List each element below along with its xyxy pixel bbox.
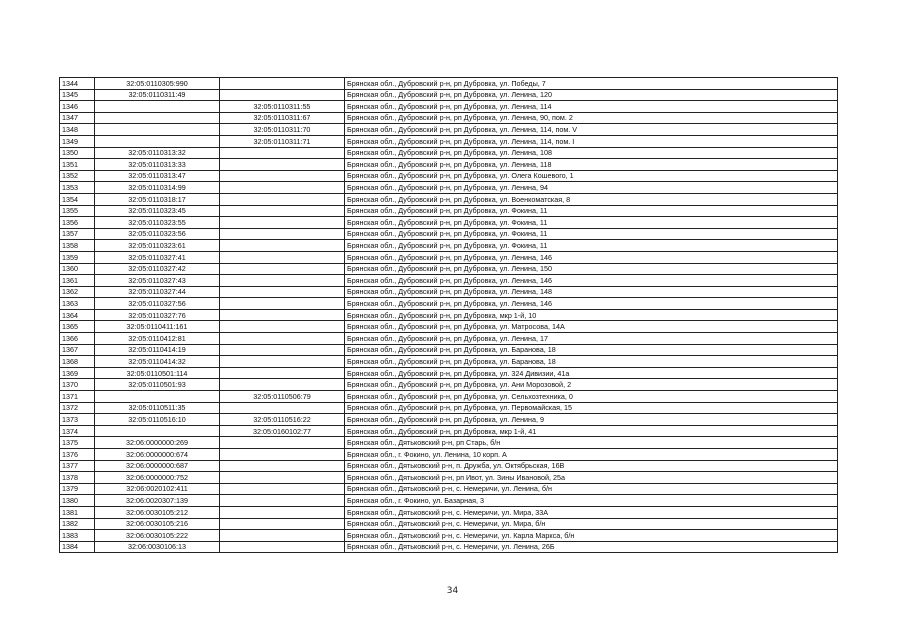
address-cell: Брянская обл., Дятьковский р-н, с. Немеричи, ул. Ленина, 26Б [345, 541, 838, 553]
table-row [60, 89, 838, 101]
table-row [60, 530, 838, 542]
table-row [60, 193, 838, 205]
table-body [60, 78, 838, 553]
cadastral-number-cell: 32:05:0110327:43 [95, 275, 220, 287]
secondary-cadastral-number-cell: 32:05:0110311:71 [220, 135, 345, 147]
row-number-cell: 1361 [60, 275, 95, 287]
cadastral-number-cell [95, 101, 220, 113]
address-cell: Брянская обл., Дубровский р-н, рп Дубровка, ул. Ленина, 9 [345, 414, 838, 426]
address-cell: Брянская обл., Дубровский р-н, рп Дубровка, ул. Матросова, 14А [345, 321, 838, 333]
table-row [60, 495, 838, 507]
row-number-cell: 1377 [60, 460, 95, 472]
secondary-cadastral-number-cell [220, 286, 345, 298]
secondary-cadastral-number-cell [220, 309, 345, 321]
row-number-cell: 1357 [60, 228, 95, 240]
address-cell: Брянская обл., Дубровский р-н, рп Дубровка, ул. Ленина, 108 [345, 147, 838, 159]
secondary-cadastral-number-cell [220, 472, 345, 484]
secondary-cadastral-number-cell [220, 159, 345, 171]
row-number-cell: 1383 [60, 530, 95, 542]
cadastral-number-cell: 32:05:0110516:10 [95, 414, 220, 426]
row-number-cell: 1367 [60, 344, 95, 356]
address-cell: Брянская обл., Дубровский р-н, рп Дубровка, ул. Олега Кошевого, 1 [345, 170, 838, 182]
address-cell: Брянская обл., Дятьковский р-н, с. Немеричи, ул. Карла Маркса, б/н [345, 530, 838, 542]
table-row [60, 159, 838, 171]
cadastral-number-cell: 32:05:0110327:76 [95, 309, 220, 321]
address-cell: Брянская обл., Дятьковский р-н, с. Немеричи, ул. Ленина, б/н [345, 483, 838, 495]
row-number-cell: 1379 [60, 483, 95, 495]
table-row [60, 437, 838, 449]
address-cell: Брянская обл., Дубровский р-н, рп Дубровка, ул. Баранова, 18 [345, 356, 838, 368]
table-row [60, 414, 838, 426]
table-row [60, 124, 838, 136]
table-row [60, 391, 838, 403]
address-cell: Брянская обл., Дубровский р-н, рп Дубровка, ул. Ленина, 114 [345, 101, 838, 113]
row-number-cell: 1360 [60, 263, 95, 275]
address-cell: Брянская обл., Дубровский р-н, рп Дубровка, ул. Баранова, 18 [345, 344, 838, 356]
cadastral-number-cell: 32:05:0110412:81 [95, 333, 220, 345]
address-cell: Брянская обл., Дубровский р-н, рп Дубровка, ул. Первомайская, 15 [345, 402, 838, 414]
table-row [60, 321, 838, 333]
table-row [60, 112, 838, 124]
address-cell: Брянская обл., Дубровский р-н, рп Дубровка, ул. Сельхозтехника, 0 [345, 391, 838, 403]
address-cell: Брянская обл., Дятьковский р-н, п. Дружба, ул. Октябрьская, 16В [345, 460, 838, 472]
secondary-cadastral-number-cell: 32:05:0110311:67 [220, 112, 345, 124]
secondary-cadastral-number-cell [220, 182, 345, 194]
address-cell: Брянская обл., Дубровский р-н, рп Дубровка, ул. Фокина, 11 [345, 205, 838, 217]
table-row [60, 425, 838, 437]
cadastral-number-cell: 32:05:0110327:41 [95, 251, 220, 263]
secondary-cadastral-number-cell [220, 333, 345, 345]
secondary-cadastral-number-cell [220, 449, 345, 461]
address-cell: Брянская обл., Дятьковский р-н, рп Старь, б/н [345, 437, 838, 449]
secondary-cadastral-number-cell [220, 367, 345, 379]
address-cell: Брянская обл., Дубровский р-н, рп Дубровка, мкр 1-й, 10 [345, 309, 838, 321]
secondary-cadastral-number-cell [220, 379, 345, 391]
address-cell: Брянская обл., Дубровский р-н, рп Дубровка, мкр 1-й, 41 [345, 425, 838, 437]
row-number-cell: 1369 [60, 367, 95, 379]
table-row [60, 78, 838, 90]
address-cell: Брянская обл., г. Фокино, ул. Базарная, 3 [345, 495, 838, 507]
row-number-cell: 1356 [60, 217, 95, 229]
address-cell: Брянская обл., Дубровский р-н, рп Дубровка, ул. Ленина, 90, пом. 2 [345, 112, 838, 124]
cadastral-number-cell: 32:05:0110501:93 [95, 379, 220, 391]
row-number-cell: 1382 [60, 518, 95, 530]
cadastral-number-cell: 32:06:0000000:687 [95, 460, 220, 472]
cadastral-number-cell: 32:05:0110311:49 [95, 89, 220, 101]
cadastral-number-cell: 32:05:0110411:161 [95, 321, 220, 333]
row-number-cell: 1355 [60, 205, 95, 217]
row-number-cell: 1362 [60, 286, 95, 298]
cadastral-number-cell [95, 391, 220, 403]
table-row [60, 182, 838, 194]
address-cell: Брянская обл., Дубровский р-н, рп Дубровка, ул. Ленина, 150 [345, 263, 838, 275]
row-number-cell: 1371 [60, 391, 95, 403]
row-number-cell: 1378 [60, 472, 95, 484]
row-number-cell: 1358 [60, 240, 95, 252]
table-row [60, 449, 838, 461]
row-number-cell: 1352 [60, 170, 95, 182]
secondary-cadastral-number-cell [220, 193, 345, 205]
secondary-cadastral-number-cell [220, 356, 345, 368]
table-row [60, 356, 838, 368]
row-number-cell: 1372 [60, 402, 95, 414]
row-number-cell: 1359 [60, 251, 95, 263]
row-number-cell: 1376 [60, 449, 95, 461]
row-number-cell: 1373 [60, 414, 95, 426]
address-cell: Брянская обл., Дубровский р-н, рп Дубровка, ул. Военкоматская, 8 [345, 193, 838, 205]
row-number-cell: 1380 [60, 495, 95, 507]
cadastral-number-cell: 32:06:0020307:139 [95, 495, 220, 507]
table-row [60, 147, 838, 159]
address-cell: Брянская обл., Дятьковский р-н, с. Немеричи, ул. Мира, 33А [345, 506, 838, 518]
address-cell: Брянская обл., Дубровский р-н, рп Дубровка, ул. Ленина, 148 [345, 286, 838, 298]
secondary-cadastral-number-cell [220, 251, 345, 263]
row-number-cell: 1351 [60, 159, 95, 171]
table-row [60, 286, 838, 298]
table-row [60, 228, 838, 240]
secondary-cadastral-number-cell [220, 460, 345, 472]
cadastral-number-cell: 32:05:0110323:61 [95, 240, 220, 252]
table-row [60, 379, 838, 391]
secondary-cadastral-number-cell [220, 495, 345, 507]
table-row [60, 367, 838, 379]
row-number-cell: 1344 [60, 78, 95, 90]
table-row [60, 205, 838, 217]
address-cell: Брянская обл., Дубровский р-н, рп Дубровка, ул. Ленина, 94 [345, 182, 838, 194]
cadastral-number-cell: 32:05:0110323:55 [95, 217, 220, 229]
table-row [60, 263, 838, 275]
row-number-cell: 1349 [60, 135, 95, 147]
secondary-cadastral-number-cell: 32:05:0110516:22 [220, 414, 345, 426]
secondary-cadastral-number-cell [220, 298, 345, 310]
table-row [60, 217, 838, 229]
cadastral-number-cell: 32:06:0030105:212 [95, 506, 220, 518]
row-number-cell: 1374 [60, 425, 95, 437]
cadastral-number-cell: 32:05:0110314:99 [95, 182, 220, 194]
cadastral-number-cell: 32:05:0110313:47 [95, 170, 220, 182]
row-number-cell: 1370 [60, 379, 95, 391]
secondary-cadastral-number-cell [220, 275, 345, 287]
cadastral-number-cell: 32:05:0110327:42 [95, 263, 220, 275]
cadastral-number-cell: 32:05:0110323:56 [95, 228, 220, 240]
row-number-cell: 1381 [60, 506, 95, 518]
table-row [60, 298, 838, 310]
address-cell: Брянская обл., Дубровский р-н, рп Дубровка, ул. Ленина, 114, пом. I [345, 135, 838, 147]
table-row [60, 101, 838, 113]
table-row [60, 472, 838, 484]
secondary-cadastral-number-cell: 32:05:0110311:55 [220, 101, 345, 113]
secondary-cadastral-number-cell [220, 530, 345, 542]
address-cell: Брянская обл., Дубровский р-н, рп Дубровка, ул. Ленина, 146 [345, 251, 838, 263]
table-row [60, 460, 838, 472]
cadastral-number-cell: 32:06:0000000:269 [95, 437, 220, 449]
cadastral-number-cell: 32:05:0110327:44 [95, 286, 220, 298]
table-row [60, 483, 838, 495]
address-cell: Брянская обл., Дубровский р-н, рп Дубровка, ул. Победы, 7 [345, 78, 838, 90]
table-row [60, 506, 838, 518]
cadastral-number-cell: 32:05:0110313:33 [95, 159, 220, 171]
table-row [60, 518, 838, 530]
table-row [60, 344, 838, 356]
row-number-cell: 1368 [60, 356, 95, 368]
page-number: 34 [446, 586, 459, 596]
address-cell: Брянская обл., Дубровский р-н, рп Дубровка, ул. Ани Морозовой, 2 [345, 379, 838, 391]
row-number-cell: 1364 [60, 309, 95, 321]
property-register-table [59, 77, 838, 553]
row-number-cell: 1348 [60, 124, 95, 136]
table-row [60, 541, 838, 553]
table-row [60, 135, 838, 147]
secondary-cadastral-number-cell [220, 437, 345, 449]
cadastral-number-cell: 32:06:0030105:222 [95, 530, 220, 542]
address-cell: Брянская обл., Дубровский р-н, рп Дубровка, ул. Ленина, 118 [345, 159, 838, 171]
table-row [60, 251, 838, 263]
cadastral-number-cell: 32:05:0110313:32 [95, 147, 220, 159]
secondary-cadastral-number-cell [220, 89, 345, 101]
table-row [60, 333, 838, 345]
cadastral-number-cell: 32:05:0110323:45 [95, 205, 220, 217]
cadastral-number-cell: 32:06:0030106:13 [95, 541, 220, 553]
secondary-cadastral-number-cell: 32:05:0160102:77 [220, 425, 345, 437]
secondary-cadastral-number-cell [220, 228, 345, 240]
address-cell: Брянская обл., Дубровский р-н, рп Дубровка, ул. Ленина, 146 [345, 298, 838, 310]
secondary-cadastral-number-cell: 32:05:0110311:70 [220, 124, 345, 136]
row-number-cell: 1350 [60, 147, 95, 159]
secondary-cadastral-number-cell [220, 506, 345, 518]
address-cell: Брянская обл., Дубровский р-н, рп Дубровка, ул. Ленина, 114, пом. V [345, 124, 838, 136]
row-number-cell: 1384 [60, 541, 95, 553]
secondary-cadastral-number-cell [220, 170, 345, 182]
cadastral-number-cell [95, 425, 220, 437]
table-row [60, 402, 838, 414]
cadastral-number-cell: 32:05:0110414:19 [95, 344, 220, 356]
row-number-cell: 1366 [60, 333, 95, 345]
table-row [60, 170, 838, 182]
row-number-cell: 1354 [60, 193, 95, 205]
secondary-cadastral-number-cell [220, 344, 345, 356]
secondary-cadastral-number-cell [220, 205, 345, 217]
table-row [60, 275, 838, 287]
secondary-cadastral-number-cell [220, 217, 345, 229]
secondary-cadastral-number-cell [220, 483, 345, 495]
address-cell: Брянская обл., г. Фокино, ул. Ленина, 10 корп. А [345, 449, 838, 461]
row-number-cell: 1375 [60, 437, 95, 449]
row-number-cell: 1345 [60, 89, 95, 101]
address-cell: Брянская обл., Дубровский р-н, рп Дубровка, ул. Фокина, 11 [345, 228, 838, 240]
row-number-cell: 1365 [60, 321, 95, 333]
address-cell: Брянская обл., Дятьковский р-н, рп Ивот, ул. Зины Ивановой, 25а [345, 472, 838, 484]
secondary-cadastral-number-cell [220, 78, 345, 90]
address-cell: Брянская обл., Дятьковский р-н, с. Немеричи, ул. Мира, б/н [345, 518, 838, 530]
cadastral-number-cell: 32:05:0110318:17 [95, 193, 220, 205]
row-number-cell: 1346 [60, 101, 95, 113]
secondary-cadastral-number-cell [220, 263, 345, 275]
cadastral-number-cell: 32:05:0110501:114 [95, 367, 220, 379]
secondary-cadastral-number-cell [220, 147, 345, 159]
address-cell: Брянская обл., Дубровский р-н, рп Дубровка, ул. 324 Дивизии, 41а [345, 367, 838, 379]
row-number-cell: 1347 [60, 112, 95, 124]
address-cell: Брянская обл., Дубровский р-н, рп Дубровка, ул. Ленина, 17 [345, 333, 838, 345]
address-cell: Брянская обл., Дубровский р-н, рп Дубровка, ул. Фокина, 11 [345, 240, 838, 252]
address-cell: Брянская обл., Дубровский р-н, рп Дубровка, ул. Фокина, 11 [345, 217, 838, 229]
secondary-cadastral-number-cell [220, 240, 345, 252]
table-row [60, 309, 838, 321]
cadastral-number-cell: 32:06:0020102:411 [95, 483, 220, 495]
cadastral-number-cell [95, 124, 220, 136]
secondary-cadastral-number-cell [220, 402, 345, 414]
secondary-cadastral-number-cell [220, 321, 345, 333]
cadastral-number-cell: 32:05:0110511:35 [95, 402, 220, 414]
address-cell: Брянская обл., Дубровский р-н, рп Дубровка, ул. Ленина, 146 [345, 275, 838, 287]
address-cell: Брянская обл., Дубровский р-н, рп Дубровка, ул. Ленина, 120 [345, 89, 838, 101]
secondary-cadastral-number-cell: 32:05:0110506:79 [220, 391, 345, 403]
row-number-cell: 1363 [60, 298, 95, 310]
cadastral-number-cell [95, 112, 220, 124]
cadastral-number-cell: 32:05:0110305:990 [95, 78, 220, 90]
row-number-cell: 1353 [60, 182, 95, 194]
table-row [60, 240, 838, 252]
cadastral-number-cell: 32:06:0000000:674 [95, 449, 220, 461]
secondary-cadastral-number-cell [220, 518, 345, 530]
secondary-cadastral-number-cell [220, 541, 345, 553]
cadastral-number-cell: 32:05:0110327:56 [95, 298, 220, 310]
cadastral-number-cell [95, 135, 220, 147]
cadastral-number-cell: 32:06:0000000:752 [95, 472, 220, 484]
cadastral-number-cell: 32:05:0110414:32 [95, 356, 220, 368]
cadastral-number-cell: 32:06:0030105:216 [95, 518, 220, 530]
